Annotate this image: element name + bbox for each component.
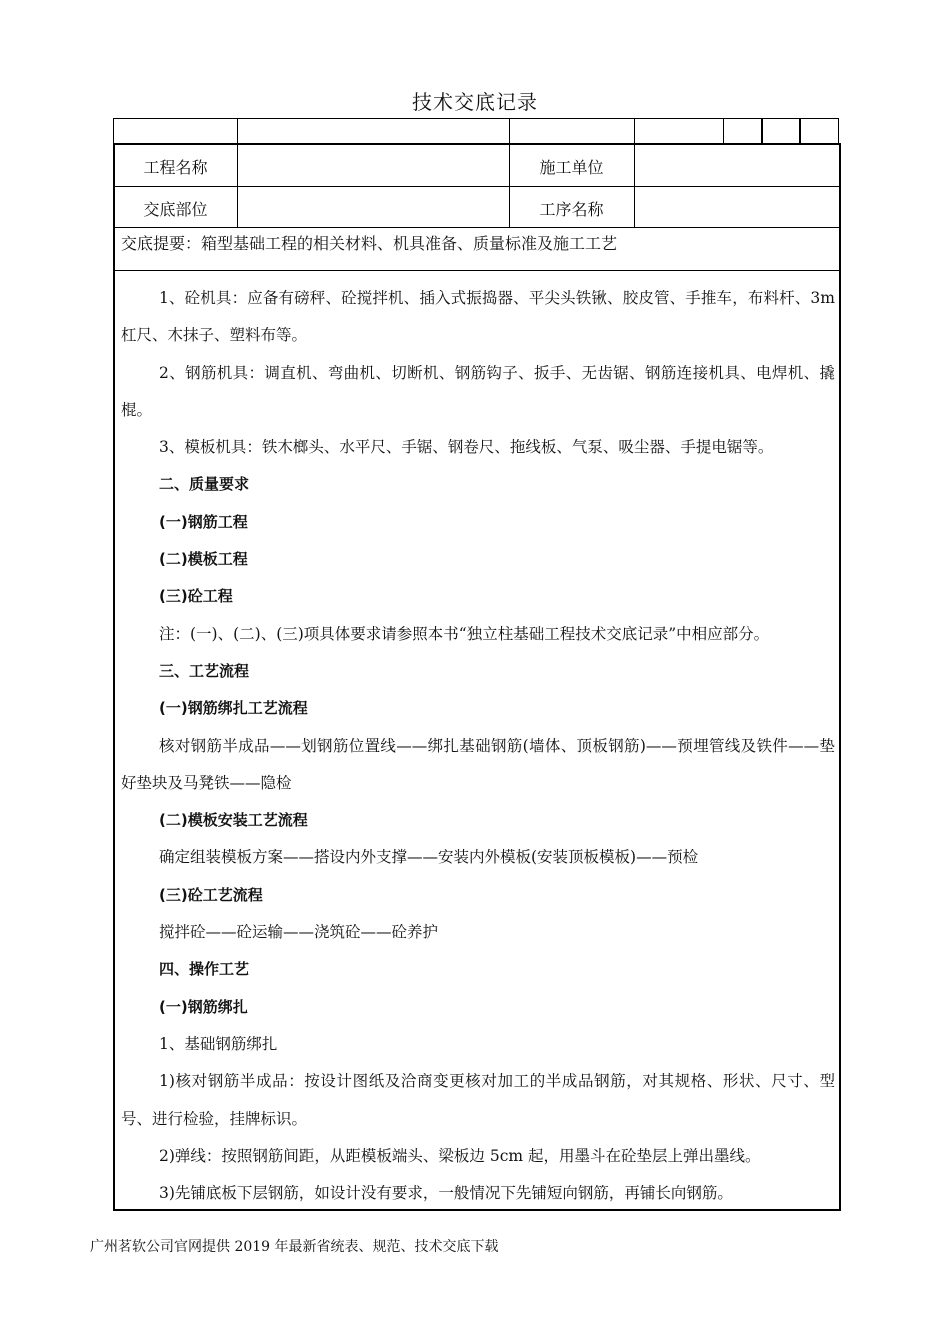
disclosure-content [121,280,835,1212]
header-box [799,118,839,144]
paragraph: 搅拌砼——砼运输——浇筑砼——砼养护 [159,923,439,942]
row-divider [113,270,839,271]
construction-unit-label: 施工单位 [539,158,604,177]
disclosure-summary: 交底提要：箱型基础工程的相关材料、机具准备、质量标准及施工工艺 [121,234,618,253]
row-divider [113,227,839,228]
paragraph: 3)先铺底板下层钢筋，如设计没有要求，一般情况下先铺短向钢筋，再铺长向钢筋。 [159,1184,733,1203]
paragraph: 1、砼机具：应备有磅秤、砼搅拌机、插入式振捣器、平尖头铁锹、胶皮管、手推车，布料杆、3m 杠尺、木抹子、塑料布等。 [121,289,835,345]
document-title: 技术交底记录 [412,90,538,114]
section-heading: (一)钢筋绑扎工艺流程 [159,699,308,718]
header-divider [237,118,238,143]
disclosure-part-label: 交底部位 [143,200,208,219]
section-heading: 四、操作工艺 [159,960,250,979]
section-heading: (一)钢筋绑扎 [159,997,248,1016]
cell-divider [634,144,635,227]
header-divider [634,118,635,143]
section-heading: 二、质量要求 [159,475,250,494]
section-heading: (三)砼工艺流程 [159,885,263,904]
row-divider [113,186,839,187]
paragraph: 3、模板机具：铁木榔头、水平尺、手锯、钢卷尺、拖线板、气泵、吸尘器、手提电锯等。 [159,438,774,457]
section-heading: (一)钢筋工程 [159,512,248,531]
paragraph: 1)核对钢筋半成品：按设计图纸及洽商变更核对加工的半成品钢筋，对其规格、形状、尺寸、型号、进行检验，挂牌标识。 [121,1072,835,1128]
section-heading: 三、工艺流程 [159,661,250,680]
paragraph: 2)弹线：按照钢筋间距，从距模板端头、梁板边 5cm 起，用墨斗在砼垫层上弹出墨线。 [159,1146,761,1165]
header-box [723,118,763,144]
page-footer: 广州茗软公司官网提供 2019 年最新省统表、规范、技术交底下载 [90,1239,499,1255]
paragraph: 注：(一)、(二)、(三)项具体要求请参照本书“独立柱基础工程技术交底记录”中相应部分。 [159,624,770,643]
project-name-label: 工程名称 [143,158,208,177]
cell-divider [237,144,238,227]
section-heading: (三)砼工程 [159,587,233,606]
header-divider [509,118,510,143]
process-name-label: 工序名称 [539,200,604,219]
paragraph: 核对钢筋半成品——划钢筋位置线——绑扎基础钢筋(墙体、顶板钢筋)——预埋管线及铁件——垫好垫块及马凳铁——隐检 [121,736,835,792]
section-heading: (二)模板安装工艺流程 [159,811,308,830]
section-heading: (二)模板工程 [159,550,248,569]
paragraph: 1、基础钢筋绑扎 [159,1034,278,1053]
header-box [761,118,801,144]
paragraph: 2、钢筋机具：调直机、弯曲机、切断机、钢筋钩子、扳手、无齿锯、钢筋连接机具、电焊机、撬棍。 [121,363,835,419]
paragraph: 确定组装模板方案——搭设内外支撑——安装内外模板(安装顶板模板)——预检 [159,848,699,867]
